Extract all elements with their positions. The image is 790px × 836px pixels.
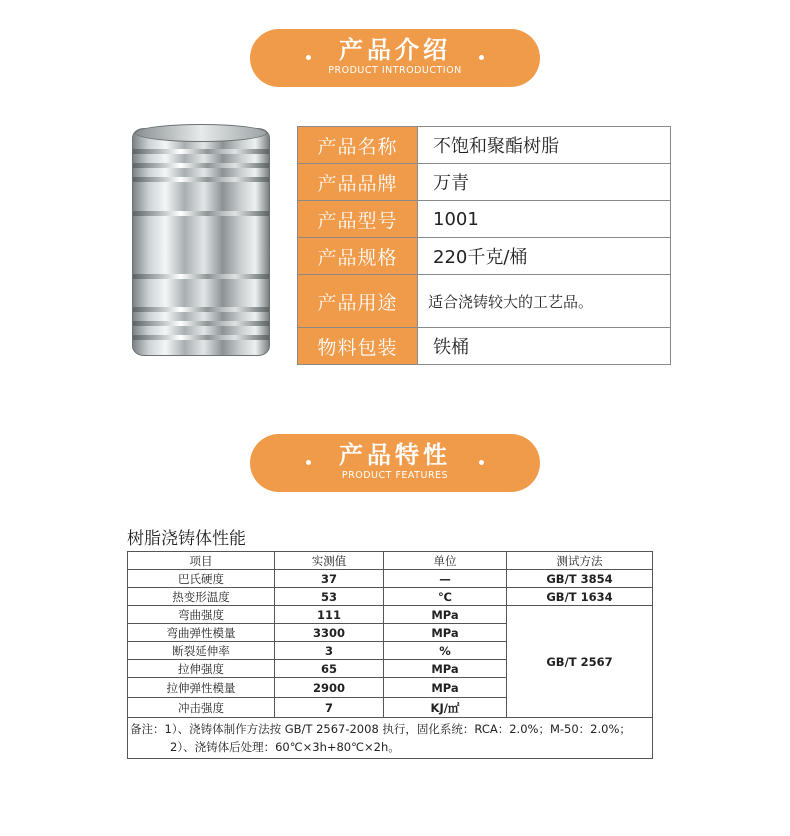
spec-table-caption: 树脂浇铸体性能 bbox=[127, 529, 246, 549]
measured-value: 3 bbox=[275, 642, 384, 660]
section-subtitle: PRODUCT FEATURES bbox=[341, 470, 449, 481]
section-header-product-features bbox=[250, 434, 540, 492]
bullet-dot-icon bbox=[306, 55, 311, 60]
bullet-dot-icon bbox=[479, 460, 484, 465]
bullet-dot-icon bbox=[479, 55, 484, 60]
unit: % bbox=[384, 642, 507, 660]
table-row bbox=[298, 201, 671, 238]
product-info-table bbox=[297, 126, 671, 365]
drum-rib bbox=[133, 211, 269, 216]
info-value: 1001 bbox=[418, 201, 671, 238]
info-value: 220千克/桶 bbox=[418, 238, 671, 275]
table-row bbox=[128, 606, 653, 624]
table-row bbox=[298, 238, 671, 275]
measured-value: 53 bbox=[275, 588, 384, 606]
measured-value: 111 bbox=[275, 606, 384, 624]
unit: MPa bbox=[384, 606, 507, 624]
cast-resin-properties-table bbox=[127, 551, 653, 759]
unit: MPa bbox=[384, 660, 507, 678]
measured-value: 65 bbox=[275, 660, 384, 678]
drum-rib bbox=[133, 163, 269, 168]
unit: — bbox=[384, 570, 507, 588]
table-note bbox=[128, 718, 653, 759]
property-name: 断裂延伸率 bbox=[128, 642, 275, 660]
drum-rib bbox=[133, 321, 269, 326]
info-value: 万青 bbox=[418, 164, 671, 201]
drum-rib bbox=[133, 335, 269, 340]
info-value: 适合浇铸较大的工艺品。 bbox=[418, 275, 671, 328]
column-header: 单位 bbox=[384, 552, 507, 570]
unit: KJ/㎡ bbox=[384, 698, 507, 718]
measured-value: 2900 bbox=[275, 678, 384, 698]
measured-value: 37 bbox=[275, 570, 384, 588]
column-header: 项目 bbox=[128, 552, 275, 570]
table-row bbox=[128, 570, 653, 588]
drum-rib bbox=[133, 149, 269, 154]
section-title: 产品特性 bbox=[339, 441, 451, 469]
info-value: 铁桶 bbox=[418, 328, 671, 365]
table-row bbox=[298, 275, 671, 328]
table-row bbox=[298, 127, 671, 164]
test-method: GB/T 2567 bbox=[507, 606, 653, 718]
measured-value: 3300 bbox=[275, 624, 384, 642]
steel-drum-image bbox=[132, 128, 270, 356]
drum-rib bbox=[133, 177, 269, 182]
info-value: 不饱和聚酯树脂 bbox=[418, 127, 671, 164]
property-name: 巴氏硬度 bbox=[128, 570, 275, 588]
drum-rib bbox=[133, 274, 269, 279]
info-key: 物料包装 bbox=[298, 328, 418, 365]
property-name: 拉伸弹性模量 bbox=[128, 678, 275, 698]
unit: ℃ bbox=[384, 588, 507, 606]
measured-value: 7 bbox=[275, 698, 384, 718]
test-method: GB/T 1634 bbox=[507, 588, 653, 606]
test-method: GB/T 3854 bbox=[507, 570, 653, 588]
table-row bbox=[128, 588, 653, 606]
unit: MPa bbox=[384, 678, 507, 698]
table-row bbox=[298, 164, 671, 201]
table-header-row bbox=[128, 552, 653, 570]
table-note-row bbox=[128, 718, 653, 759]
unit: MPa bbox=[384, 624, 507, 642]
info-key: 产品型号 bbox=[298, 201, 418, 238]
property-name: 弯曲弹性模量 bbox=[128, 624, 275, 642]
note-line-1: 备注：1）、浇铸体制作方法按 GB/T 2567-2008 执行，固化系统：RCA：2.0%；M-50：2.0%； bbox=[130, 722, 631, 736]
section-title: 产品介绍 bbox=[339, 36, 451, 64]
note-line-2: 2）、浇铸体后处理：60℃×3h+80℃×2h。 bbox=[170, 740, 400, 754]
section-subtitle: PRODUCT INTRODUCTION bbox=[328, 65, 462, 76]
info-key: 产品品牌 bbox=[298, 164, 418, 201]
property-name: 热变形温度 bbox=[128, 588, 275, 606]
drum-rib bbox=[133, 307, 269, 312]
info-key: 产品名称 bbox=[298, 127, 418, 164]
table-row bbox=[298, 328, 671, 365]
bullet-dot-icon bbox=[306, 460, 311, 465]
section-header-product-introduction bbox=[250, 29, 540, 87]
info-key: 产品用途 bbox=[298, 275, 418, 328]
column-header: 测试方法 bbox=[507, 552, 653, 570]
column-header: 实测值 bbox=[275, 552, 384, 570]
property-name: 拉伸强度 bbox=[128, 660, 275, 678]
property-name: 弯曲强度 bbox=[128, 606, 275, 624]
drum-lid bbox=[135, 124, 267, 142]
property-name: 冲击强度 bbox=[128, 698, 275, 718]
info-key: 产品规格 bbox=[298, 238, 418, 275]
